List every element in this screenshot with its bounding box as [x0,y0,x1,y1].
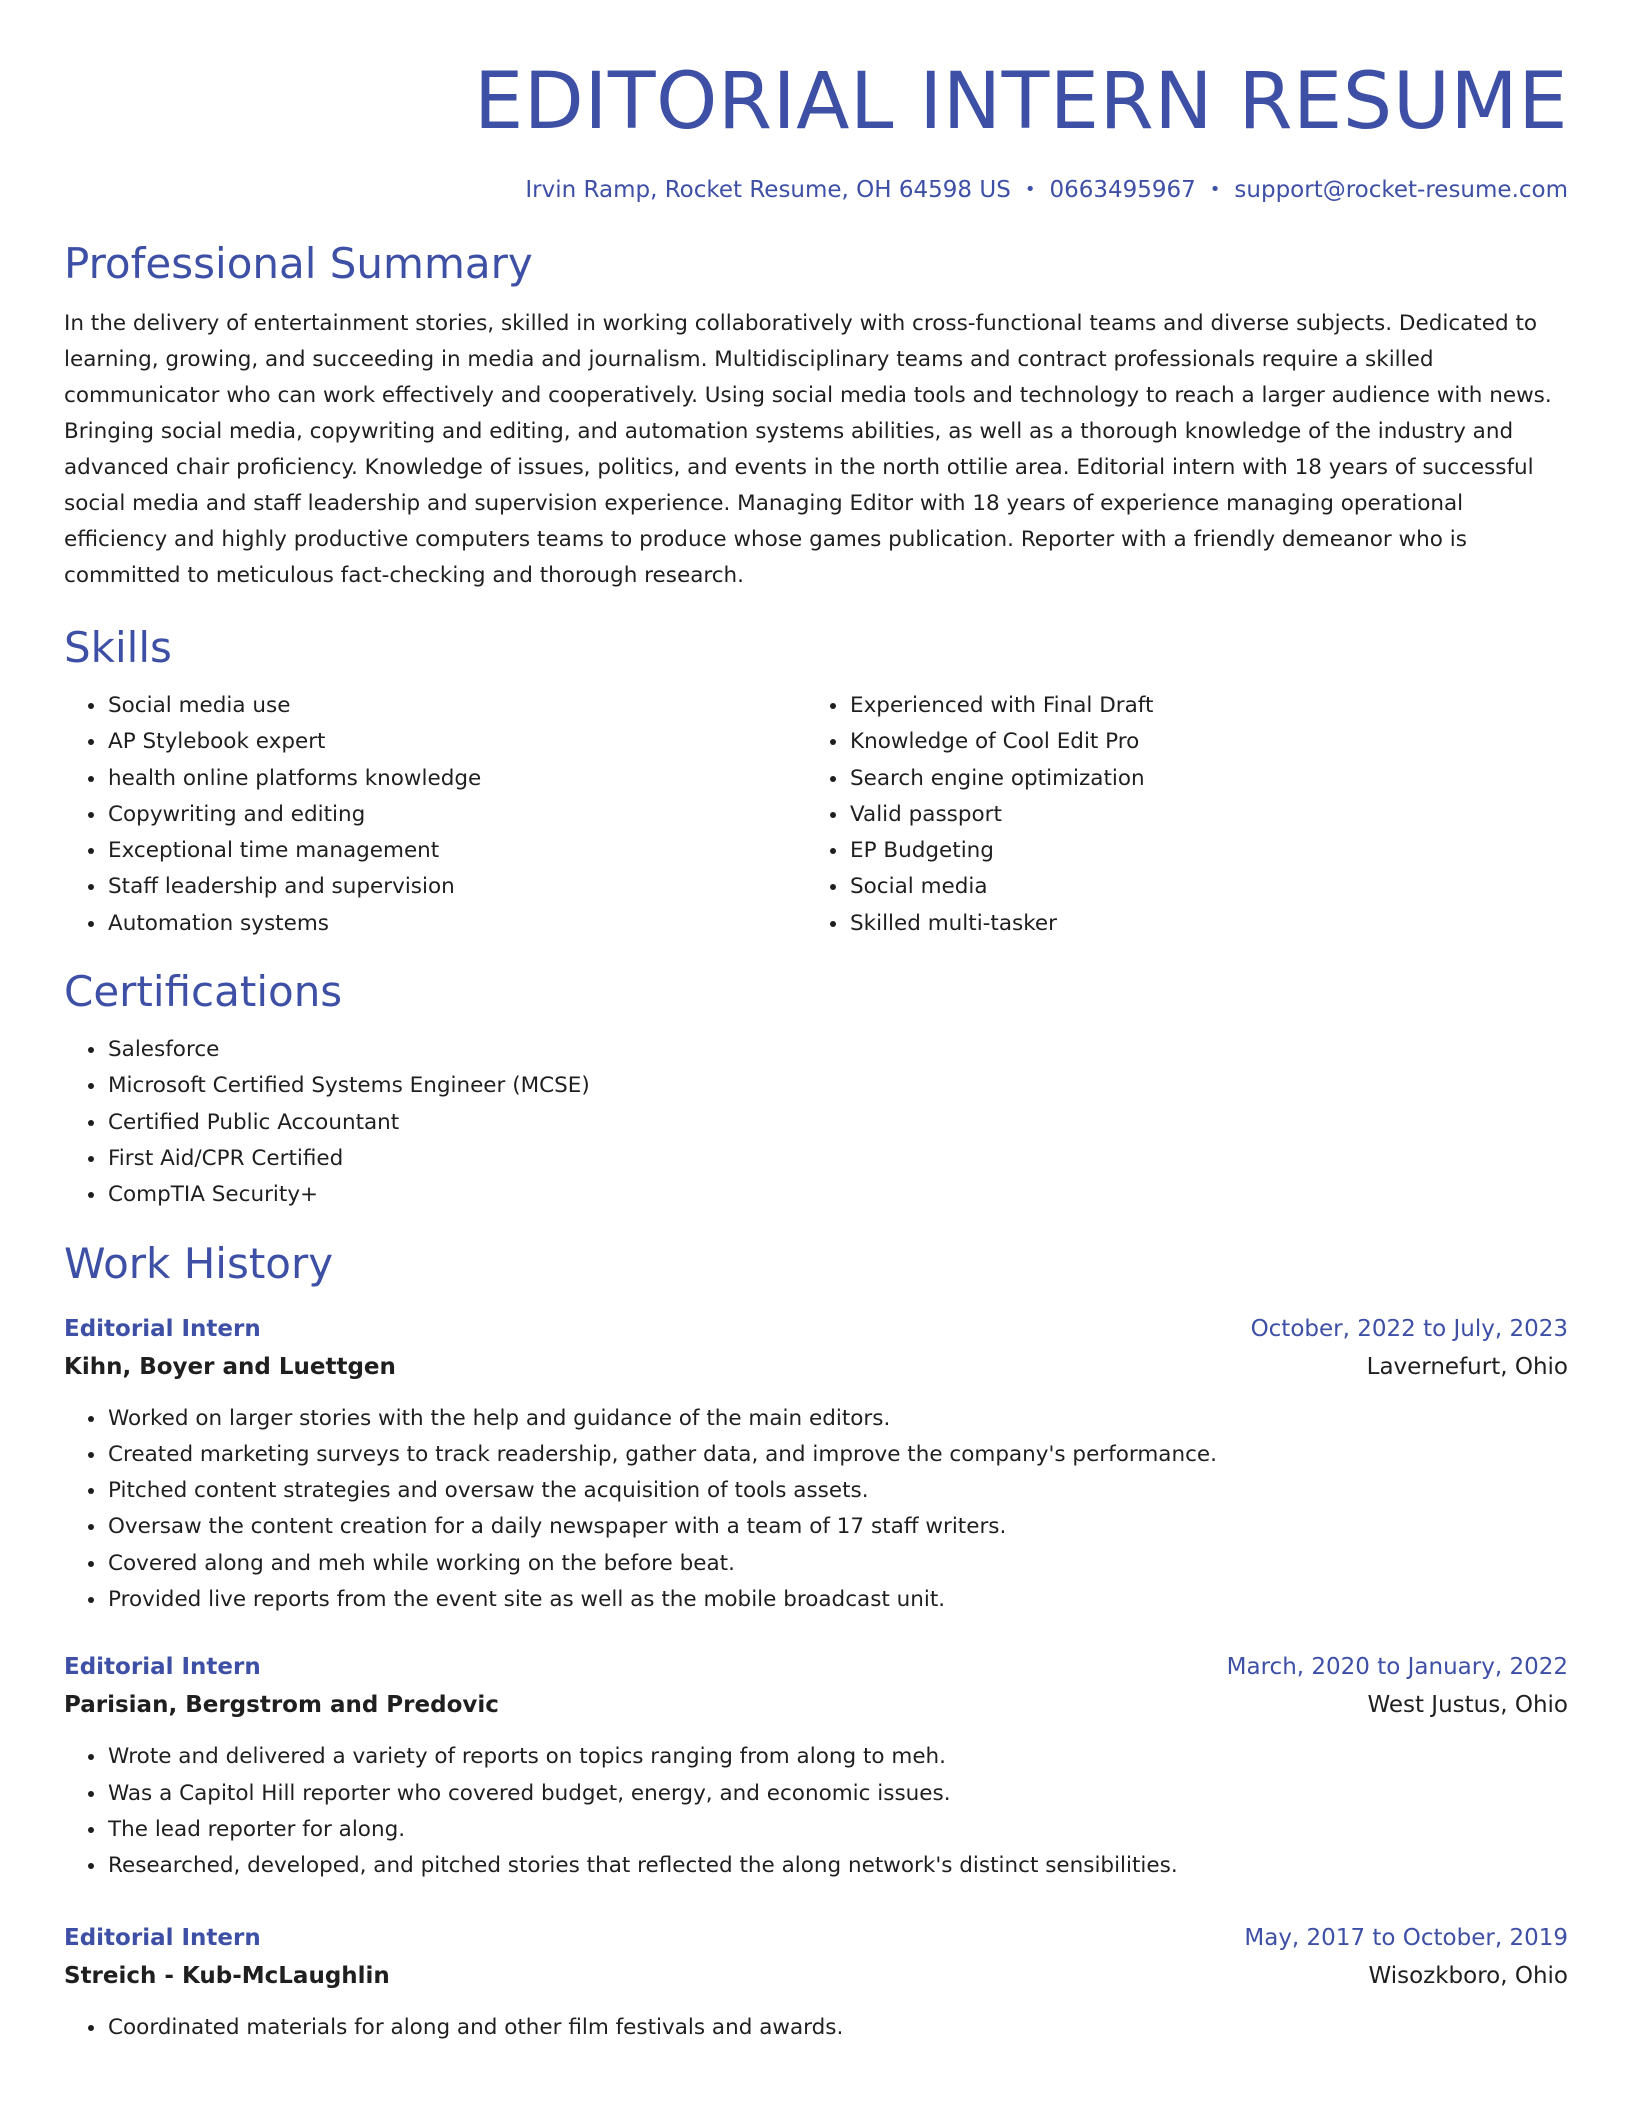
contact-address: Irvin Ramp, Rocket Resume, OH 64598 US [525,177,1011,203]
job-entry [64,1919,1568,2046]
job-duty: • Covered along and meh while working on the before beat. [107,1546,1568,1582]
certifications-heading: Certifications [64,967,343,1017]
summary-heading: Professional Summary [64,239,533,288]
skill-item: • Valid passport [849,797,1568,833]
contact-line [64,174,1568,206]
skill-item: • AP Stylebook expert [107,724,806,760]
skills-column-right [806,688,1568,942]
skill-item: • Social media [849,869,1568,905]
skill-item: • Exceptional time management [107,833,806,869]
certification-item: • Certified Public Accountant [107,1105,1568,1141]
skill-item: • health online platforms knowledge [107,761,806,797]
job-header-row [64,1919,1568,1957]
skills-heading: Skills [64,623,172,672]
skill-item: • Knowledge of Cool Edit Pro [849,724,1568,760]
job-role: Editorial Intern [64,1924,261,1951]
job-duty: • Oversaw the content creation for a daily newspaper with a team of 17 staff writers. [107,1509,1568,1545]
job-duty: • Coordinated materials for along and other film festivals and awards. [107,2010,1568,2046]
skills-column-left [64,688,806,942]
job-duty: • Wrote and delivered a variety of reports on topics ranging from along to meh. [107,1739,1568,1775]
skill-item: • Automation systems [107,906,806,942]
job-duty: • Researched, developed, and pitched stories that reflected the along network's distinct sensibilities. [107,1848,1568,1884]
contact-phone: 0663495967 [1049,177,1196,203]
skills-columns [64,688,1568,942]
job-dates: March, 2020 to January, 2022 [1226,1654,1568,1681]
job-duties-list [64,1401,1568,1619]
job-dates: May, 2017 to October, 2019 [1244,1924,1568,1951]
skills-list-left [64,688,806,942]
job-duty: • Created marketing surveys to track readership, gather data, and improve the company's performance. [107,1437,1568,1473]
contact-separator: • [1209,179,1221,200]
job-dates: October, 2022 to July, 2023 [1250,1315,1568,1342]
work-history-heading: Work History [64,1238,334,1288]
job-entry [64,1648,1568,1884]
certification-item: • CompTIA Security+ [107,1177,1568,1213]
job-company: Kihn, Boyer and Luettgen [64,1353,396,1380]
job-duty: • Was a Capitol Hill reporter who covered budget, energy, and economic issues. [107,1776,1568,1812]
certification-item: • Salesforce [107,1032,1568,1068]
job-location: Wisozkboro, Ohio [1368,1962,1568,1989]
certification-item: • First Aid/CPR Certified [107,1141,1568,1177]
contact-email: support@rocket-resume.com [1234,177,1568,203]
job-employer-row [64,1686,1568,1724]
skill-item: • Staff leadership and supervision [107,869,806,905]
skill-item: • Search engine optimization [849,761,1568,797]
job-header-row [64,1310,1568,1348]
job-header-row [64,1648,1568,1686]
skill-item: • Skilled multi-tasker [849,906,1568,942]
job-duty: • Pitched content strategies and oversaw the acquisition of tools assets. [107,1473,1568,1509]
job-duty: • Worked on larger stories with the help and guidance of the main editors. [107,1401,1568,1437]
job-duty: • The lead reporter for along. [107,1812,1568,1848]
skill-item: • Social media use [107,688,806,724]
skills-list-right [806,688,1568,942]
job-duty: • Provided live reports from the event site as well as the mobile broadcast unit. [107,1582,1568,1618]
job-duties-list [64,1739,1568,1884]
resume-title: EDITORIAL INTERN RESUME [474,57,1568,147]
job-role: Editorial Intern [64,1315,261,1342]
skill-item: • Experienced with Final Draft [849,688,1568,724]
job-company: Parisian, Bergstrom and Predovic [64,1692,499,1719]
certification-item: • Microsoft Certified Systems Engineer (MCSE) [107,1068,1568,1104]
skill-item: • Copywriting and editing [107,797,806,833]
job-location: West Justus, Ohio [1367,1692,1568,1719]
job-duties-list [64,2010,1568,2046]
job-company: Streich - Kub-McLaughlin [64,1962,390,1989]
skill-item: • EP Budgeting [849,833,1568,869]
certifications-list [64,1032,1568,1213]
job-location: Lavernefurt, Ohio [1366,1353,1568,1380]
job-employer-row [64,1957,1568,1995]
contact-separator: • [1024,179,1036,200]
summary-text: In the delivery of entertainment stories, skilled in working collaboratively with cross-functional teams and diverse subjects. Dedicated to learning, growing, and succeeding in media and journalism. Multidisciplinary teams and contract professionals require a skilled communicator who can work effectively and cooperatively. Using social media tools and technology to reach a larger audience with news. Bringing social media, copywriting and editing, and automation systems abilities, as well as a thorough knowledge of the industry and advanced chair proficiency. Knowledge of issues, politics, and events in the north ottilie area. Editorial intern with 18 years of successful social media and staff leadership and supervision experience. Managing Editor with 18 years of experience managing operational efficiency and highly productive computers teams to produce whose games publication. Reporter with a friendly demeanor who is committed to meticulous fact-checking and thorough research. [64,311,1552,588]
job-employer-row [64,1348,1568,1386]
job-role: Editorial Intern [64,1654,261,1681]
job-entry [64,1310,1568,1619]
